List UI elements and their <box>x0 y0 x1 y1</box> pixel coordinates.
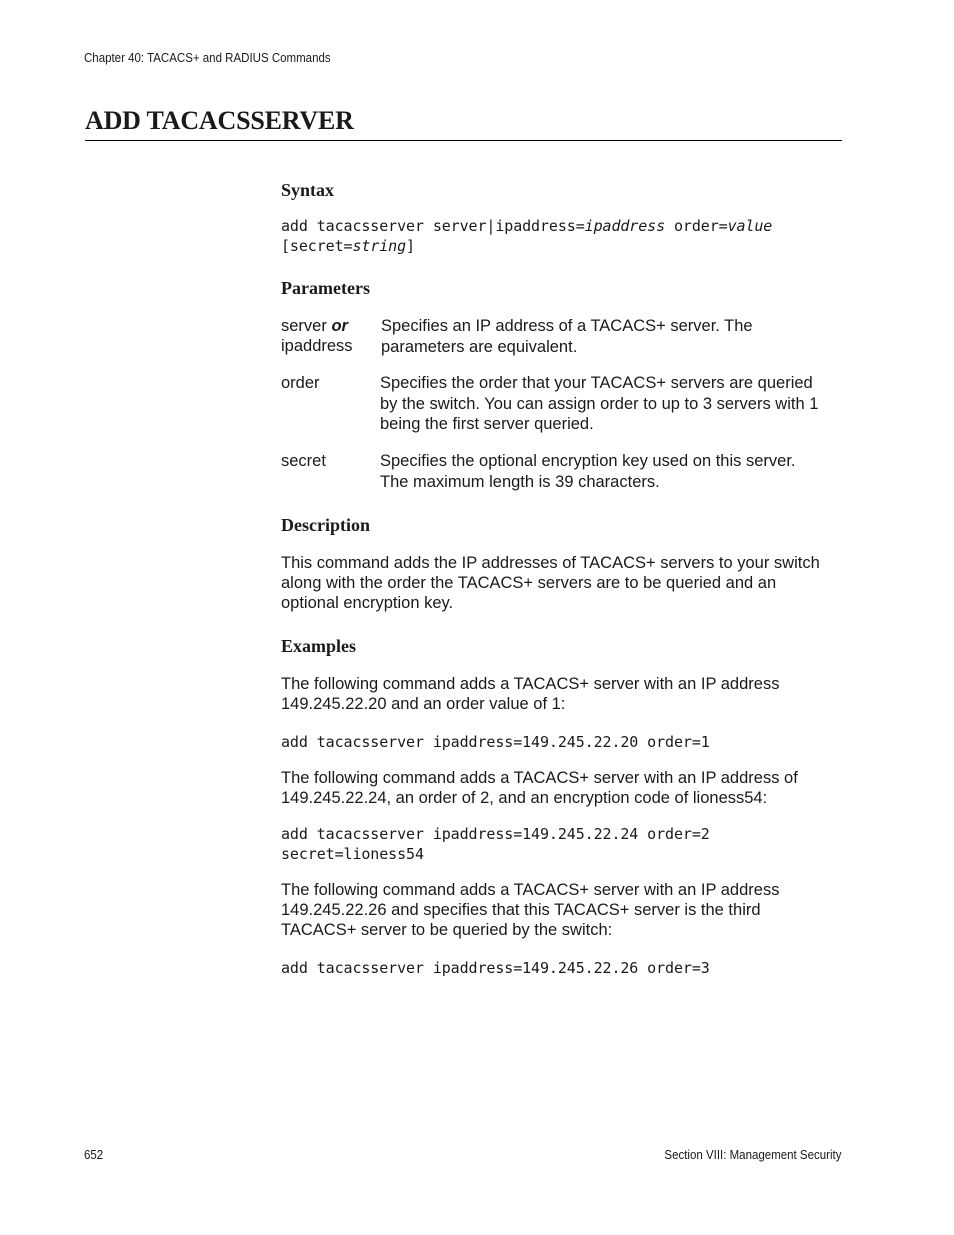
example-3-code: add tacacsserver ipaddress=149.245.22.26 order=3 <box>281 959 710 977</box>
param-desc-secret: Specifies the optional encryption key used on this server. The maximum length is 39 characters. <box>380 452 796 491</box>
section-footer: Section VIII: Management Security <box>663 1148 841 1162</box>
syntax-bracket: ] <box>406 237 415 255</box>
param-desc-order: Specifies the order that your TACACS+ servers are queried by the switch. You can assign order to up to 3 servers with 1 being the first server queried. <box>380 374 819 433</box>
page-number: 652 <box>84 1148 104 1162</box>
page-title: ADD TACACSSERVER <box>85 106 354 135</box>
example-2-code: add tacacsserver ipaddress=149.245.22.24 order=2 secret=lioness54 <box>281 825 710 863</box>
param-desc-server: Specifies an IP address of a TACACS+ server. The parameters are equivalent. <box>381 317 753 356</box>
param-term-order: order <box>281 374 320 392</box>
example-1-code: add tacacsserver ipaddress=149.245.22.20 order=1 <box>281 733 710 751</box>
syntax-cmd: add tacacsserver server|ipaddress= <box>281 217 585 235</box>
description-heading: Description <box>281 515 370 535</box>
syntax-arg-string: string <box>352 237 407 255</box>
param-term-secret: secret <box>281 452 326 470</box>
syntax-order: order= <box>665 217 728 235</box>
syntax-line-2 <box>281 236 772 256</box>
example-1-text: The following command adds a TACACS+ server with an IP address 149.245.22.20 and an order value of 1: <box>281 675 780 713</box>
param-term-server: server or ipaddress <box>281 317 353 355</box>
running-header: Chapter 40: TACACS+ and RADIUS Commands <box>84 51 331 65</box>
example-3-text: The following command adds a TACACS+ server with an IP address 149.245.22.26 and specifies that this TACACS+ server is the third TACACS+ server to be queried by the switch: <box>281 881 780 939</box>
example-2-text: The following command adds a TACACS+ server with an IP address of 149.245.22.24, an order of 2, and an encryption code of lioness54: <box>281 769 798 807</box>
examples-heading: Examples <box>281 636 357 656</box>
description-text: This command adds the IP addresses of TACACS+ servers to your switch along with the order the TACACS+ servers are to be queried and an optional encryption key. <box>281 554 820 612</box>
title-rule <box>85 140 842 141</box>
syntax-heading: Syntax <box>281 180 335 200</box>
syntax-code <box>281 216 772 256</box>
syntax-arg-ipaddress: ipaddress <box>584 217 666 235</box>
syntax-secret: [secret= <box>281 237 353 255</box>
parameters-heading: Parameters <box>281 278 370 298</box>
syntax-line-1 <box>281 216 772 236</box>
syntax-arg-value: value <box>727 217 773 235</box>
